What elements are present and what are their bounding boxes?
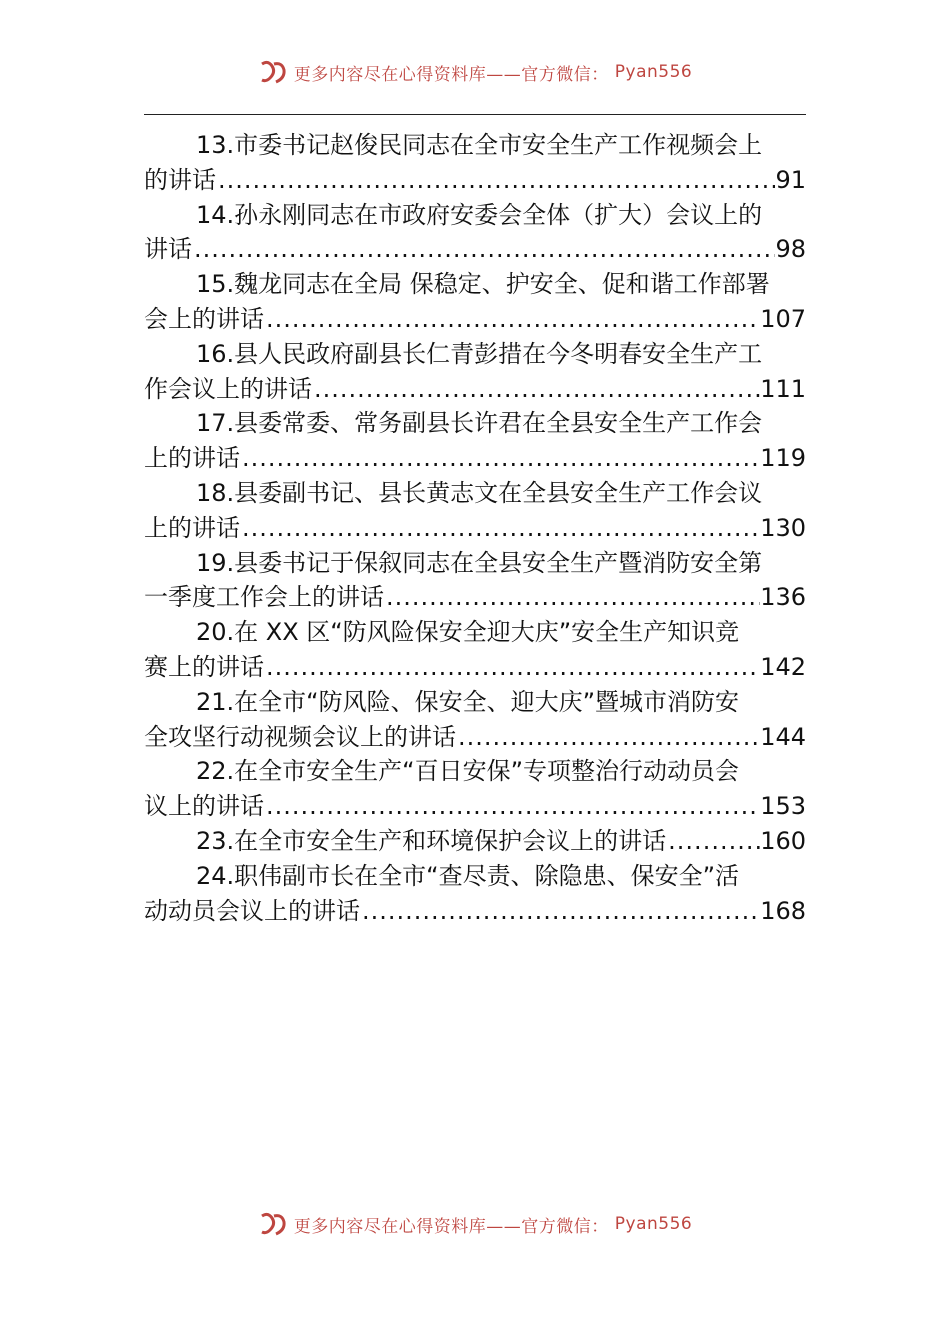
toc-entry	[144, 198, 806, 268]
toc-entry-title-continued: 全攻坚行动视频会议上的讲话	[144, 722, 456, 751]
watermark-handle: Pyan556	[614, 62, 693, 82]
dot-leader	[192, 232, 775, 267]
toc-page-number: 130	[760, 513, 806, 542]
dot-leader	[360, 894, 760, 929]
toc-entry-title: 18.县委副书记、县长黄志文在全县安全生产工作会议	[196, 478, 763, 507]
toc-page-number: 107	[760, 304, 806, 333]
logo-icon	[258, 1212, 288, 1236]
toc-page-number: 168	[760, 896, 806, 925]
dot-leader	[264, 789, 760, 824]
dot-leader	[456, 720, 760, 755]
dot-leader	[264, 650, 760, 685]
toc-entry-title-continued: 赛上的讲话	[144, 652, 264, 681]
table-of-contents	[144, 128, 806, 928]
toc-entry-title-continued: 动动员会议上的讲话	[144, 896, 360, 925]
toc-entry-title: 24.职伟副市长在全市“查尽责、除隐患、保安全”活	[196, 861, 740, 890]
watermark-text: 更多内容尽在心得资料库——官方微信：	[293, 64, 609, 85]
toc-entry-title: 19.县委书记于保叙同志在全县安全生产暨消防安全第	[196, 548, 763, 577]
toc-entry	[144, 337, 806, 407]
dot-leader	[240, 441, 760, 476]
toc-entry-title: 13.市委书记赵俊民同志在全市安全生产工作视频会上	[196, 131, 763, 159]
toc-page-number: 119	[760, 444, 806, 473]
toc-page-number: 136	[760, 583, 806, 612]
toc-entry-title-continued: 会上的讲话	[144, 304, 264, 333]
toc-page-number: 91	[775, 165, 806, 194]
toc-page-number: 160	[760, 826, 806, 855]
dot-leader	[240, 511, 760, 546]
toc-entry	[144, 546, 806, 616]
toc-page-number: 111	[760, 374, 806, 403]
toc-entry-title-continued: 一季度工作会上的讲话	[144, 583, 384, 612]
toc-page-number: 144	[760, 722, 806, 751]
toc-entry	[144, 754, 806, 824]
toc-entry	[144, 685, 806, 755]
toc-entry-title: 16.县人民政府副县长仁青彭措在今冬明春安全生产工	[196, 339, 763, 368]
toc-entry	[144, 615, 806, 685]
dot-leader	[666, 824, 760, 859]
dot-leader	[216, 163, 775, 198]
toc-entry-title-continued: 上的讲话	[144, 513, 240, 542]
toc-entry-title-continued: 作会议上的讲话	[144, 374, 312, 403]
toc-entry-title-continued: 议上的讲话	[144, 792, 264, 821]
toc-page-number: 98	[775, 235, 806, 264]
header-rule	[144, 114, 806, 115]
toc-entry	[144, 824, 806, 859]
header-watermark	[0, 58, 950, 86]
watermark-text: 更多内容尽在心得资料库——官方微信：	[293, 1216, 609, 1237]
toc-page-number: 153	[760, 792, 806, 821]
toc-entry	[144, 859, 806, 929]
toc-entry	[144, 476, 806, 546]
toc-entry-title-continued: 上的讲话	[144, 444, 240, 473]
toc-entry-title: 15.魏龙同志在全局 保稳定、护安全、促和谐工作部署	[196, 270, 770, 299]
footer-watermark	[0, 1210, 950, 1238]
toc-entry-title: 22.在全市安全生产“百日安保”专项整治行动动员会	[196, 757, 740, 786]
dot-leader	[312, 372, 760, 407]
toc-entry-title: 21.在全市“防风险、保安全、迎大庆”暨城市消防安	[196, 687, 740, 716]
toc-entry-title: 17.县委常委、常务副县长许君在全县安全生产工作会	[196, 409, 763, 438]
toc-entry	[144, 406, 806, 476]
toc-entry-title-continued: 的讲话	[144, 165, 216, 194]
toc-entry-title: 23.在全市安全生产和环境保护会议上的讲话	[196, 826, 667, 855]
dot-leader	[384, 580, 760, 615]
toc-page-number: 142	[760, 652, 806, 681]
watermark-handle: Pyan556	[614, 1214, 693, 1234]
toc-entry	[144, 128, 806, 198]
toc-entry-title-continued: 讲话	[144, 235, 192, 264]
dot-leader	[264, 302, 760, 337]
toc-entry-title: 20.在 XX 区“防风险保安全迎大庆”安全生产知识竞	[196, 618, 740, 647]
logo-icon	[258, 60, 288, 84]
toc-entry	[144, 267, 806, 337]
toc-entry-title: 14.孙永刚同志在市政府安委会全体（扩大）会议上的	[196, 200, 763, 229]
